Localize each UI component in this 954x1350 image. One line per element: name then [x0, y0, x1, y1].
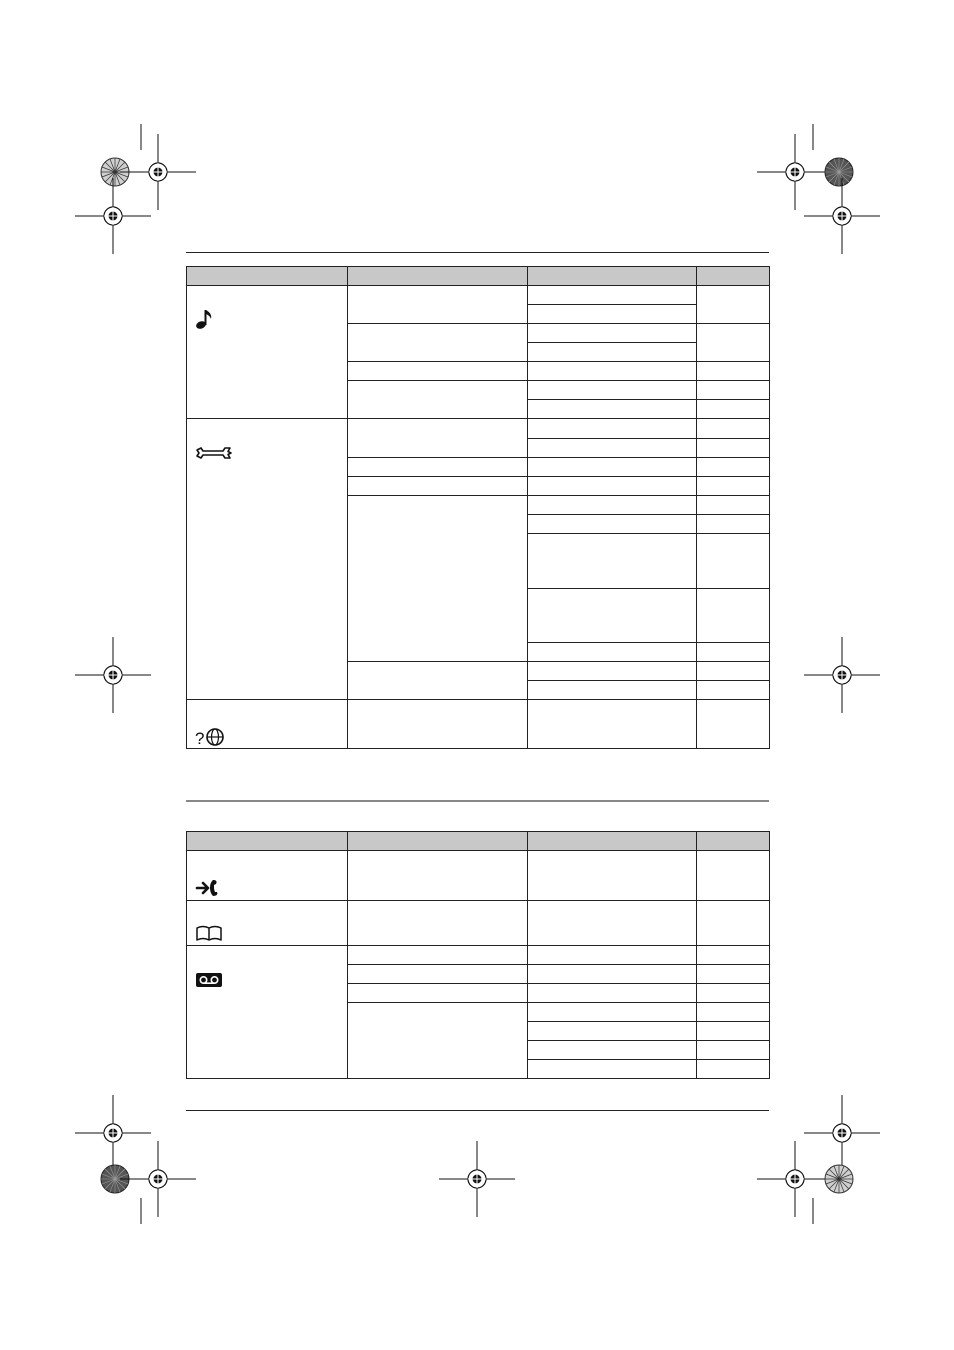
table-cell — [697, 681, 770, 700]
table-cell — [697, 946, 770, 965]
table-cell — [697, 439, 770, 458]
table-cell — [348, 662, 528, 700]
table-cell — [528, 681, 697, 700]
table-cell — [697, 984, 770, 1003]
table-cell — [348, 419, 528, 458]
table-cell — [348, 946, 528, 965]
table-cell — [697, 965, 770, 984]
table-cell — [697, 1041, 770, 1060]
header-cell — [348, 832, 528, 851]
table-cell — [528, 419, 697, 439]
table-cell — [697, 324, 770, 362]
voicemail-icon — [195, 972, 223, 988]
table-cell — [697, 458, 770, 477]
section-calls — [187, 851, 348, 901]
table-cell — [528, 946, 697, 965]
table-cell — [697, 400, 770, 419]
table-cell — [528, 534, 697, 589]
table-cell — [348, 381, 528, 419]
table-cell — [348, 286, 528, 324]
table-cell — [528, 1003, 697, 1022]
wrench-icon — [195, 445, 233, 461]
table-cell — [348, 324, 528, 362]
table-cell — [348, 984, 528, 1003]
table-cell — [528, 965, 697, 984]
menu-table-bottom — [186, 831, 770, 1079]
table-cell — [348, 496, 528, 662]
table-cell — [697, 662, 770, 681]
table-cell — [528, 496, 697, 515]
section-phonebook — [187, 901, 348, 946]
table-cell — [697, 286, 770, 324]
table-cell — [697, 851, 770, 901]
table-cell — [348, 965, 528, 984]
header-cell — [697, 267, 770, 286]
table-cell — [528, 439, 697, 458]
section-settings — [187, 419, 348, 700]
table-cell — [697, 901, 770, 946]
table-cell — [348, 851, 528, 901]
table-cell — [528, 643, 697, 662]
table-cell — [528, 400, 697, 419]
table-cell — [528, 343, 697, 362]
table-cell — [697, 1060, 770, 1079]
header-cell — [528, 267, 697, 286]
table-cell — [348, 362, 528, 381]
table-cell — [528, 851, 697, 901]
table-cell — [528, 901, 697, 946]
table-cell — [697, 362, 770, 381]
bottom-rule — [186, 1110, 769, 1111]
table-cell — [528, 1060, 697, 1079]
table-cell — [697, 1003, 770, 1022]
section-sound — [187, 286, 348, 419]
table-cell — [528, 362, 697, 381]
table-cell — [348, 901, 528, 946]
table-cell — [528, 477, 697, 496]
table-cell — [697, 589, 770, 643]
section-divider — [186, 800, 769, 802]
table-cell — [697, 477, 770, 496]
section-voicemail — [187, 946, 348, 1079]
table-cell — [697, 1022, 770, 1041]
table-cell — [697, 643, 770, 662]
header-cell — [348, 267, 528, 286]
table-cell — [528, 305, 697, 324]
menu-table-top — [186, 266, 770, 749]
table-cell — [528, 286, 697, 305]
music-note-icon — [195, 308, 215, 330]
table-cell — [528, 700, 697, 749]
table-cell — [697, 496, 770, 515]
table-cell — [697, 419, 770, 439]
table-cell — [348, 700, 528, 749]
table-cell — [697, 515, 770, 534]
header-cell — [187, 832, 348, 851]
header-cell — [697, 832, 770, 851]
top-rule — [186, 252, 769, 253]
table-cell — [348, 1003, 528, 1079]
incoming-call-icon — [195, 877, 223, 899]
table-cell — [697, 381, 770, 400]
header-cell — [187, 267, 348, 286]
table-cell — [528, 324, 697, 343]
table-cell — [348, 458, 528, 477]
help-globe-icon — [195, 726, 225, 748]
table-cell — [528, 515, 697, 534]
section-help — [187, 700, 348, 749]
open-book-icon — [195, 925, 223, 943]
table-cell — [528, 1041, 697, 1060]
table-cell — [528, 458, 697, 477]
table-cell — [348, 477, 528, 496]
table-cell — [697, 700, 770, 749]
table-cell — [528, 381, 697, 400]
header-cell — [528, 832, 697, 851]
table-cell — [528, 589, 697, 643]
table-cell — [697, 534, 770, 589]
svg-text:?: ? — [195, 729, 205, 748]
table-cell — [528, 984, 697, 1003]
table-cell — [528, 662, 697, 681]
table-cell — [528, 1022, 697, 1041]
